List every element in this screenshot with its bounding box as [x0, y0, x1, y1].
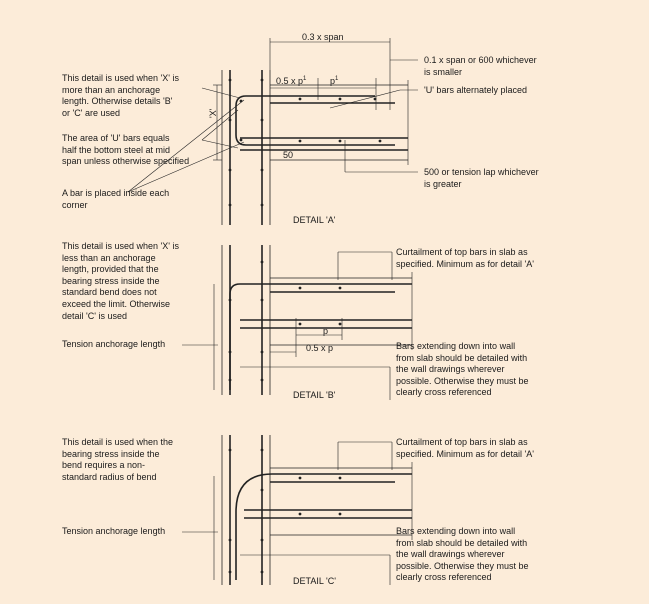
detail-c-callout-2: Bars extending down into wall from slab should be detailed with the wall drawings wherever possible. Otherwise they must be clearly cross referenced — [396, 526, 529, 583]
dim-p1: $p^1$ — [330, 76, 339, 86]
detail-a-note-1: This detail is used when 'X' is more than an anchorage length. Otherwise details 'B' or 'C' are used — [62, 73, 179, 118]
dim-b-half-p: 0.5 x p — [306, 343, 334, 353]
detail-b-callout-1: Curtailment of top bars in slab as specified. Minimum as for detail 'A' — [396, 247, 534, 269]
detail-c-note-2: Tension anchorage length — [62, 526, 166, 536]
detail-b-note-2: Tension anchorage length — [62, 339, 166, 349]
detail-c-callout-1: Curtailment of top bars in slab as specified. Minimum as for detail 'A' — [396, 437, 534, 459]
dim-50: 50 — [283, 150, 294, 160]
detail-a-note-3: A bar is placed inside each corner — [62, 188, 170, 210]
detail-c-label: DETAIL 'C' — [293, 576, 336, 586]
detail-b-drawing — [182, 245, 412, 400]
detail-a-label: DETAIL 'A' — [293, 215, 336, 225]
detail-a-callout-1: 0.1 x span or 600 whichever is smaller — [424, 55, 537, 77]
dim-half-p1: 0.5 x $p^1$ — [276, 76, 307, 86]
detail-a-callout-2: 'U' bars alternately placed — [424, 85, 527, 95]
detail-b-label: DETAIL 'B' — [293, 390, 336, 400]
dim-b-p: p — [323, 326, 329, 336]
dim-x: 'X' — [208, 108, 218, 118]
detail-b-note-1: This detail is used when 'X' is less than an anchorage length, provided that the bearing stress inside the standard bend does not exceed the limit. Otherwise detail 'C' is used — [62, 241, 179, 321]
detail-a-drawing — [128, 38, 418, 225]
dim-0-3-span: 0.3 x span — [302, 32, 344, 42]
detail-c-drawing — [182, 435, 412, 585]
detail-b-callout-2: Bars extending down into wall from slab should be detailed with the wall drawings wherever possible. Otherwise they must be clearly cross referenced — [396, 341, 529, 398]
detail-c-note-1: This detail is used when the bearing stress inside the bend requires a non- standard radius of bend — [62, 437, 174, 482]
detail-a-callout-3: 500 or tension lap whichever is greater — [424, 167, 539, 189]
detail-a-note-2: The area of 'U' bars equals half the bottom steel at mid span unless otherwise specified — [62, 133, 190, 167]
